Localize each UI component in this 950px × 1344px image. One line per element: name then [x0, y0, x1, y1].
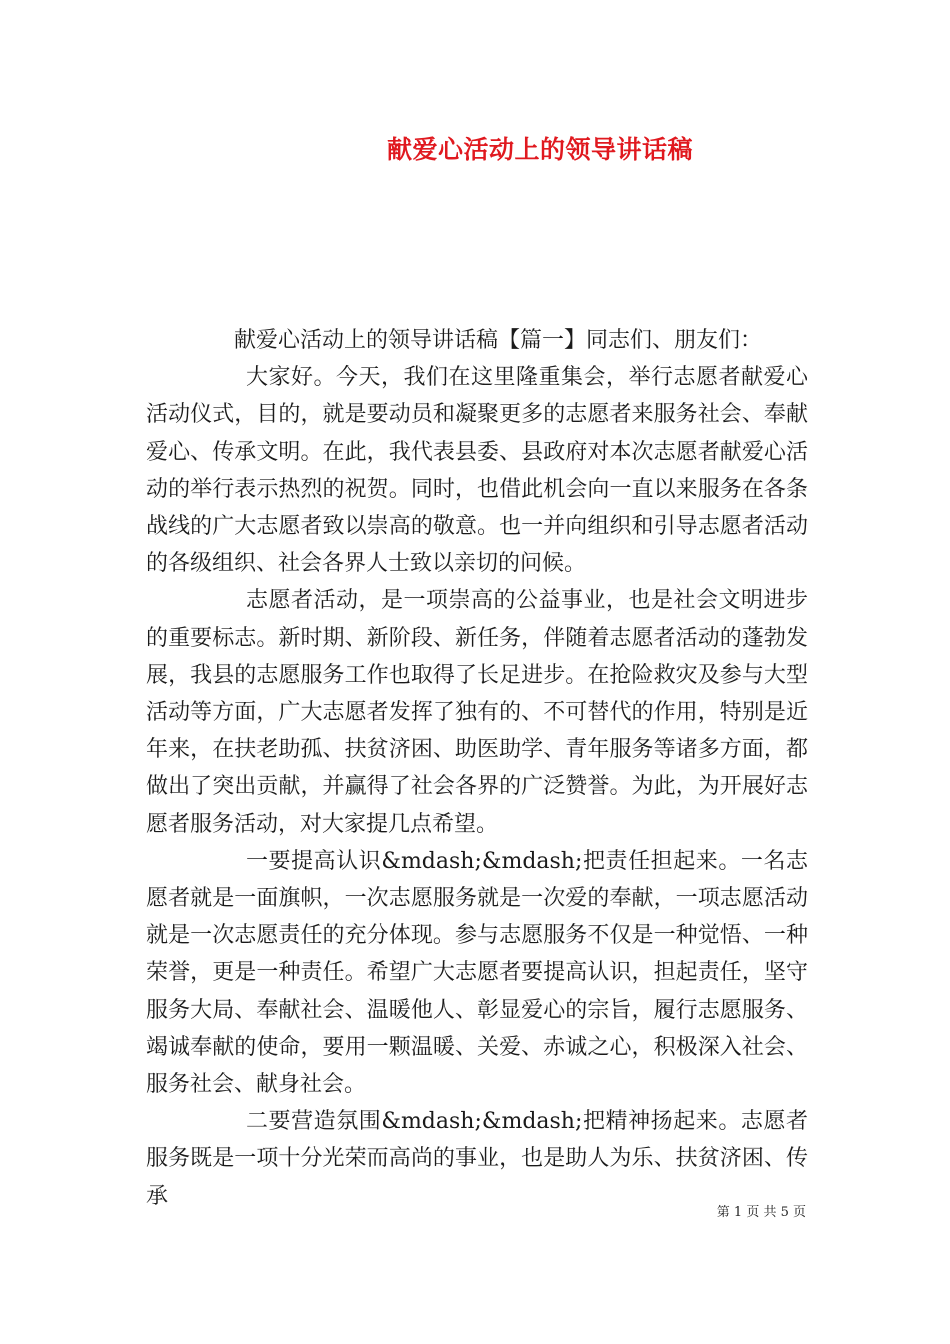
paragraph-1: 大家好。今天，我们在这里隆重集会，举行志愿者献爱心活动仪式，目的，就是要动员和凝聚更多的志愿者来服务社会、奉献爱心、传承文明。在此，我代表县委、县政府对本次志愿者献爱心活动的举行表示热烈的祝贺。同时，也借此机会向一直以来服务在各条战线的广大志愿者致以崇高的敬意。也一并向组织和引导志愿者活动的各级组织、社会各界人士致以亲切的问候。 [146, 365, 808, 577]
paragraph-4: 二要营造氛围&mdash;&mdash;把精神扬起来。志愿者服务既是一项十分光荣而高尚的事业，也是助人为乐、扶贫济困、传承 [146, 1109, 808, 1209]
document-body [146, 322, 808, 1215]
paragraph-3: 一要提高认识&mdash;&mdash;把责任担起来。一名志愿者就是一面旗帜，一次志愿服务就是一次爱的奉献，一项志愿活动就是一次志愿责任的充分体现。参与志愿服务不仅是一种觉悟、一种荣誉，更是一种责任。希望广大志愿者要提高认识，担起责任，坚守服务大局、奉献社会、温暖他人、彰显爱心的宗旨，履行志愿服务、竭诚奉献的使命，要用一颗温暖、关爱、赤诚之心，积极深入社会、服务社会、献身社会。 [146, 848, 808, 1098]
paragraph-2: 志愿者活动，是一项崇高的公益事业，也是社会文明进步的重要标志。新时期、新阶段、新任务，伴随着志愿者活动的蓬勃发展，我县的志愿服务工作也取得了长足进步。在抢险救灾及参与大型活动等方面，广大志愿者发挥了独有的、不可替代的作用，特别是近年来，在扶老助孤、扶贫济困、助医助学、青年服务等诸多方面，都做出了突出贡献，并赢得了社会各界的广泛赞誉。为此，为开展好志愿者服务活动，对大家提几点希望。 [146, 588, 808, 837]
opening-line: 献爱心活动上的领导讲话稿【篇一】同志们、朋友们： [234, 328, 763, 353]
document-title: 献爱心活动上的领导讲话稿 [386, 135, 693, 164]
page-number: 第 1 页 共 5 页 [716, 1205, 806, 1220]
